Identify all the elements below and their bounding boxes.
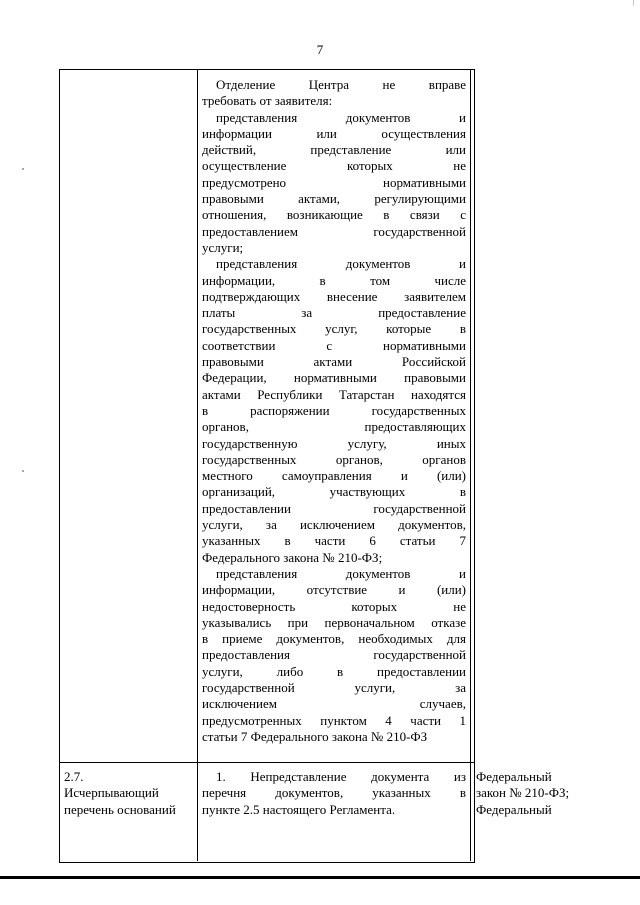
text-line: перечня документов, указанных в xyxy=(202,785,466,801)
text-line: статьи 7 Федерального закона № 210-ФЗ xyxy=(202,728,428,744)
text-line: указанных в части 6 статьи 7 xyxy=(202,533,466,549)
text-line: услуги, либо в предоставлении xyxy=(202,663,466,679)
text-line: Федерации, нормативными правовыми xyxy=(202,370,466,386)
bottom-rule xyxy=(0,876,640,879)
text-line: в приеме документов, необходимых для xyxy=(202,631,466,647)
text-line: 2.7. xyxy=(64,769,84,784)
row-divider xyxy=(59,762,474,763)
text-line: государственных услуг, которые в xyxy=(202,321,466,337)
text-line: действий, представление или xyxy=(202,142,466,158)
text-line: в распоряжении государственных xyxy=(202,402,466,418)
text-line: местного самоуправления и (или) xyxy=(202,468,466,484)
text-line: государственной услуги, за xyxy=(202,679,466,695)
text-line: предусмотрено нормативными xyxy=(202,174,466,190)
text-line: представления документов и xyxy=(216,565,466,581)
text-line: недостоверность которых не xyxy=(202,598,466,614)
text-line: платы за предоставление xyxy=(202,305,466,321)
column-divider-2 xyxy=(470,69,471,861)
page-number: 7 xyxy=(316,42,324,57)
text-line: организаций, участвующих в xyxy=(202,484,466,500)
text-line: Федеральный xyxy=(476,769,552,784)
text-line: предусмотренных пунктом 4 части 1 xyxy=(202,712,466,728)
scan-mark xyxy=(22,470,24,472)
text-line: государственных органов, органов xyxy=(202,451,466,467)
text-line: государственную услугу, иных xyxy=(202,435,466,451)
scan-mark xyxy=(22,168,24,170)
text-line: представления документов и xyxy=(216,256,466,272)
text-line: исключением случаев, xyxy=(202,696,466,712)
text-line: Федерального закона № 210-ФЗ; xyxy=(202,549,383,565)
cell-legal-basis xyxy=(476,769,596,818)
text-line: информации, в том числе xyxy=(202,272,466,288)
cell-refusal-grounds-text xyxy=(202,769,466,818)
text-line: подтверждающих внесение заявителем xyxy=(202,288,466,304)
text-line: информации или осуществления xyxy=(202,125,466,141)
text-line: перечень оснований xyxy=(64,801,176,817)
text-line: предоставлением государственной xyxy=(202,223,466,239)
text-line: требовать от заявителя: xyxy=(202,93,333,109)
text-line: закон № 210-ФЗ; xyxy=(476,785,570,801)
text-line: Федеральный xyxy=(476,801,552,817)
text-line: указывались при первоначальном отказе xyxy=(202,614,466,630)
text-line: правовыми актами Российской xyxy=(202,354,466,370)
cell-section-number xyxy=(64,769,196,818)
text-line: Исчерпывающий xyxy=(64,785,159,801)
text-line: представления документов и xyxy=(216,109,466,125)
cell-requirements-text xyxy=(202,77,466,745)
text-line: правовыми актами, регулирующими xyxy=(202,191,466,207)
text-line: осуществление которых не xyxy=(202,158,466,174)
text-line: предоставлении государственной xyxy=(202,500,466,516)
text-line: предоставления государственной xyxy=(202,647,466,663)
text-line: актами Республики Татарстан находятся xyxy=(202,386,466,402)
text-line: услуги; xyxy=(202,239,244,255)
text-line: информации, отсутствие и (или) xyxy=(202,582,466,598)
text-line: Отделение Центра не вправе xyxy=(216,77,466,92)
scan-mark xyxy=(633,0,634,6)
text-line: пункте 2.5 настоящего Регламента. xyxy=(202,801,396,817)
text-line: услуги, за исключением документов, xyxy=(202,517,466,533)
text-line: отношения, возникающие в связи с xyxy=(202,207,466,223)
text-line: соответствии с нормативными xyxy=(202,337,466,353)
column-divider-1 xyxy=(197,69,198,861)
text-line: органов, предоставляющих xyxy=(202,419,466,435)
text-line: 1. Непредставление документа из xyxy=(216,769,466,784)
